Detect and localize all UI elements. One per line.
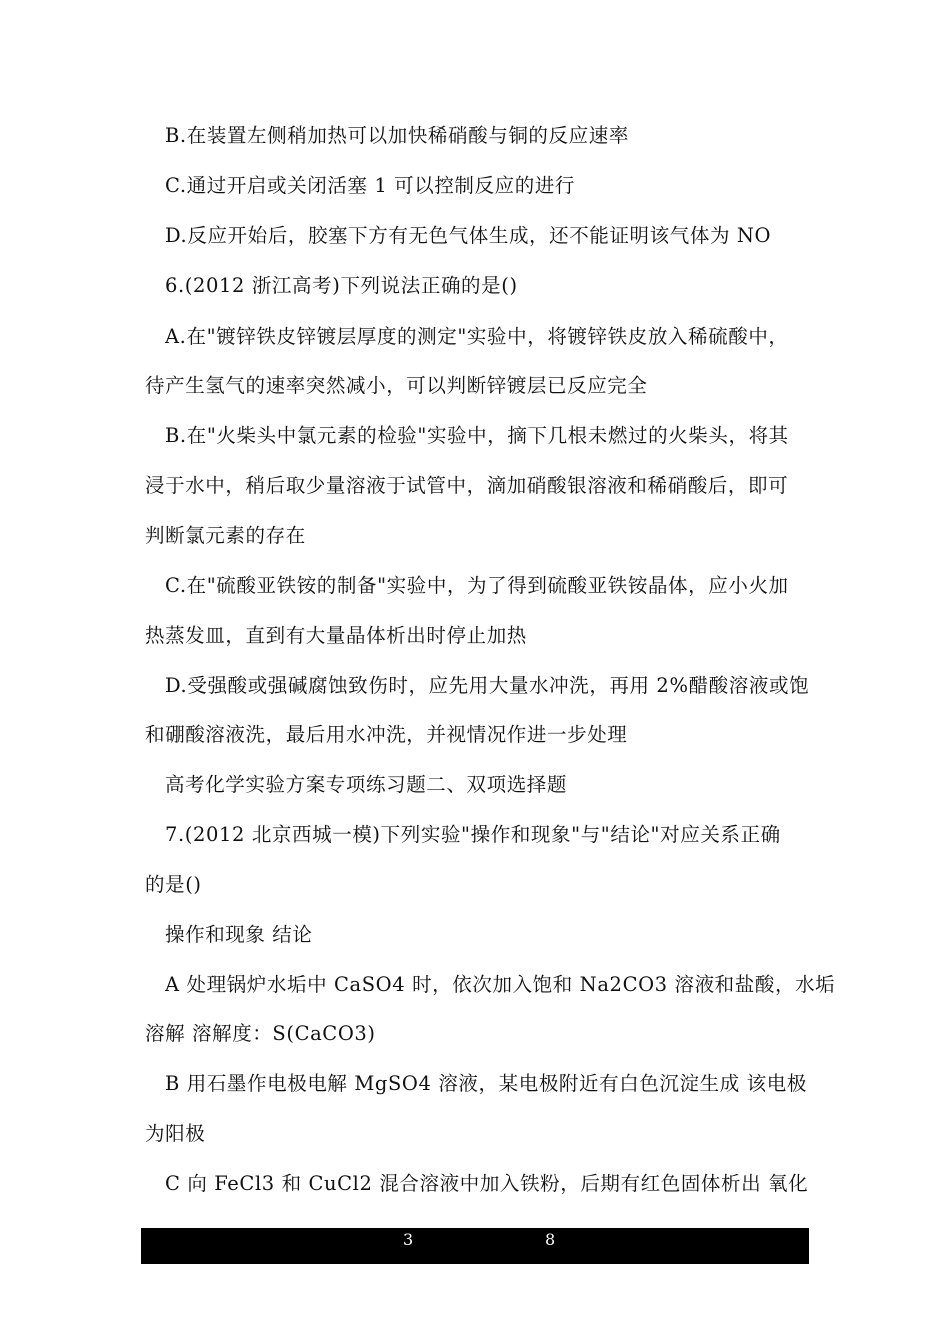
option-b-q7-line2: 为阳极: [145, 1122, 206, 1145]
option-d-q6-line1: D.受强酸或强碱腐蚀致伤时，应先用大量水冲洗，再用 2%醋酸溶液或饱: [165, 674, 810, 697]
option-b-q6-line3: 判断氯元素的存在: [145, 524, 306, 547]
option-c-q5: C.通过开启或关闭活塞 1 可以控制反应的进行: [165, 174, 576, 197]
option-b-q6-line2: 浸于水中，稍后取少量溶液于试管中，滴加硝酸银溶液和稀硝酸后，即可: [145, 474, 789, 497]
footer-bar: [141, 1228, 809, 1264]
question-6-stem: 6.(2012 浙江高考)下列说法正确的是(): [165, 274, 518, 297]
option-b-q7-line1: B 用石墨作电极电解 MgSO4 溶液，某电极附近有白色沉淀生成 该电极: [165, 1072, 807, 1095]
option-c-q6-line2: 热蒸发皿，直到有大量晶体析出时停止加热: [145, 624, 527, 647]
option-a-q7-line1: A 处理锅炉水垢中 CaSO4 时，依次加入饱和 Na2CO3 溶液和盐酸，水垢: [165, 973, 836, 996]
table-header: 操作和现象 结论: [165, 923, 313, 946]
page-number-current: 3: [403, 1230, 414, 1249]
option-d-q6-line2: 和硼酸溶液洗，最后用水冲洗，并视情况作进一步处理: [145, 723, 628, 746]
page-number-total: 8: [545, 1230, 556, 1249]
section-heading: 高考化学实验方案专项练习题二、双项选择题: [165, 773, 568, 796]
option-b-q6-line1: B.在"火柴头中氯元素的检验"实验中，摘下几根未燃过的火柴头，将其: [165, 424, 789, 447]
option-c-q6-line1: C.在"硫酸亚铁铵的制备"实验中，为了得到硫酸亚铁铵晶体，应小火加: [165, 574, 789, 597]
option-a-q6-line1: A.在"镀锌铁皮锌镀层厚度的测定"实验中，将镀锌铁皮放入稀硫酸中，: [165, 325, 789, 348]
question-7-stem-line2: 的是(): [145, 873, 202, 896]
option-a-q7-line2: 溶解 溶解度：S(CaCO3): [145, 1022, 376, 1045]
option-c-q7-line1: C 向 FeCl3 和 CuCl2 混合溶液中加入铁粉，后期有红色固体析出 氧化: [165, 1172, 809, 1195]
question-7-stem-line1: 7.(2012 北京西城一模)下列实验"操作和现象"与"结论"对应关系正确: [165, 823, 781, 846]
option-a-q6-line2: 待产生氢气的速率突然减小，可以判断锌镀层已反应完全: [145, 374, 648, 397]
option-b-q5: B.在装置左侧稍加热可以加快稀硝酸与铜的反应速率: [165, 124, 629, 147]
option-d-q5: D.反应开始后，胶塞下方有无色气体生成，还不能证明该气体为 NO: [165, 224, 772, 247]
